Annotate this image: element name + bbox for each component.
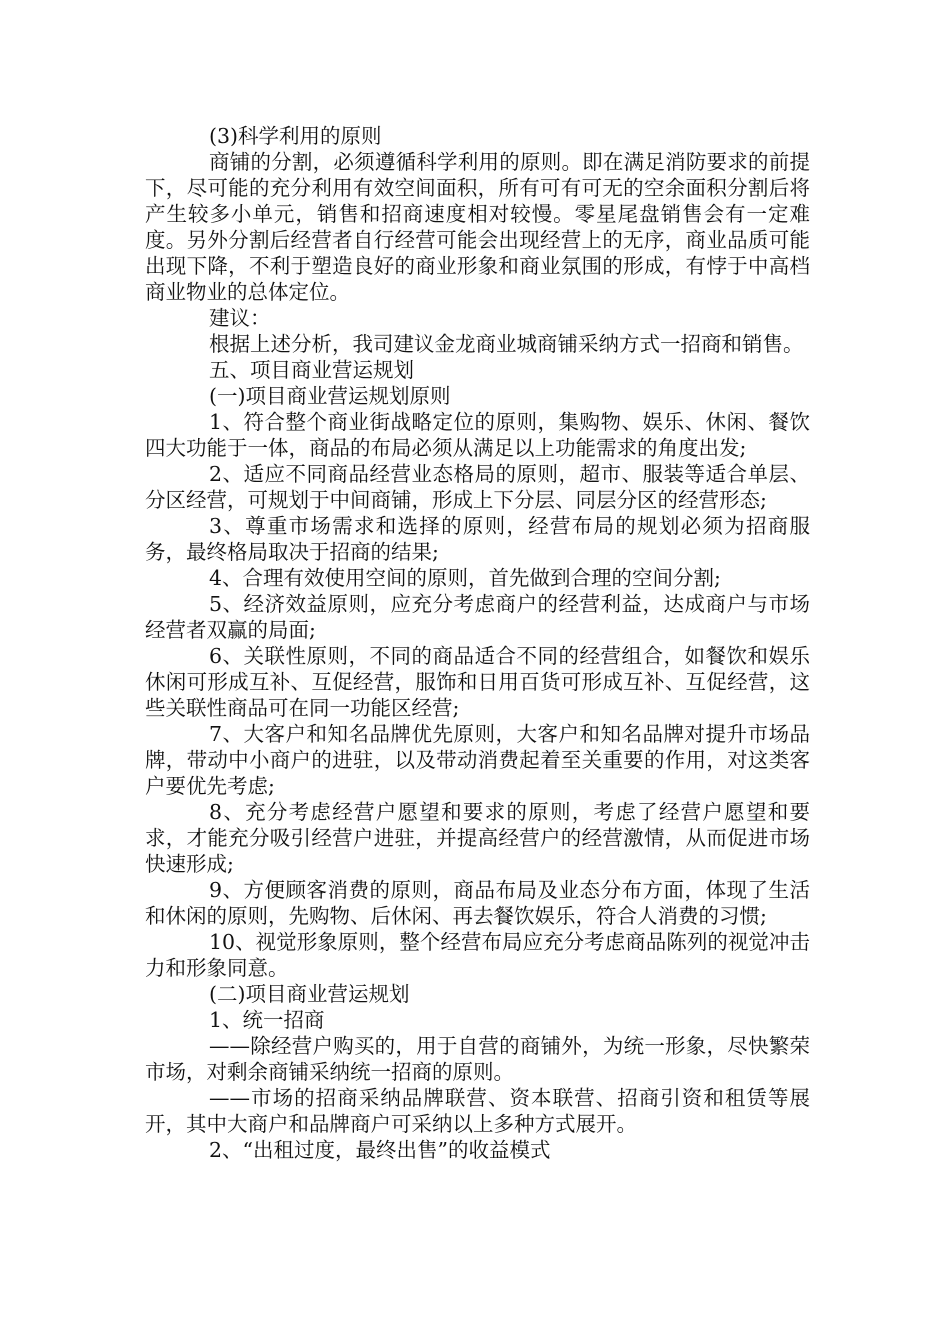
- paragraph: 商铺的分割，必须遵循科学利用的原则。即在满足消防要求的前提下，尽可能的充分利用有效空间面积，所有可有可无的空余面积分割后将产生较多小单元，销售和招商速度相对较慢。零星尾盘销售会有一定难度。另外分割后经营者自行经营可能会出现经营上的无序，商业品质可能出现下降，不利于塑造良好的商业形象和商业氛围的形成，有悖于中高档商业物业的总体定位。: [145, 150, 810, 304]
- paragraph: 6、关联性原则，不同的商品适合不同的经营组合，如餐饮和娱乐休闲可形成互补、互促经营，服饰和日用百货可形成互补、互促经营，这些关联性商品可在同一功能区经营;: [145, 644, 810, 720]
- paragraph: 2、“出租过度，最终出售”的收益模式: [209, 1138, 551, 1162]
- paragraph: 根据上述分析，我司建议金龙商业城商铺采纳方式一招商和销售。: [209, 332, 804, 356]
- paragraph: 1、符合整个商业街战略定位的原则，集购物、娱乐、休闲、餐饮四大功能于一体，商品的布局必须从满足以上功能需求的角度出发;: [145, 410, 810, 460]
- paragraph: 3、尊重市场需求和选择的原则，经营布局的规划必须为招商服务，最终格局取决于招商的结果;: [145, 514, 810, 564]
- paragraph: 1、统一招商: [209, 1008, 325, 1032]
- paragraph: 7、大客户和知名品牌优先原则，大客户和知名品牌对提升市场品牌，带动中小商户的进驻，以及带动消费起着至关重要的作用，对这类客户要优先考虑;: [145, 722, 810, 798]
- paragraph: 8、充分考虑经营户愿望和要求的原则，考虑了经营户愿望和要求，才能充分吸引经营户进驻，并提高经营户的经营激情，从而促进市场快速形成;: [145, 800, 810, 876]
- paragraph: 4、合理有效使用空间的原则，首先做到合理的空间分割;: [209, 566, 721, 590]
- paragraph: 10、视觉形象原则，整个经营布局应充分考虑商品陈列的视觉冲击力和形象同意。: [145, 930, 810, 980]
- paragraph: ——市场的招商采纳品牌联营、资本联营、招商引资和租赁等展开，其中大商户和品牌商户可采纳以上多种方式展开。: [145, 1086, 810, 1136]
- paragraph: 5、经济效益原则，应充分考虑商户的经营利益，达成商户与市场经营者双赢的局面;: [145, 592, 810, 642]
- document-body: [145, 123, 810, 1163]
- paragraph: 9、方便顾客消费的原则，商品布局及业态分布方面，体现了生活和休闲的原则，先购物、后休闲、再去餐饮娱乐，符合人消费的习惯;: [145, 878, 810, 928]
- paragraph: ——除经营户购买的，用于自营的商铺外，为统一形象，尽快繁荣市场，对剩余商铺采纳统一招商的原则。: [145, 1034, 810, 1084]
- paragraph: 五、项目商业营运规划: [209, 358, 414, 382]
- paragraph: (一)项目商业营运规划原则: [209, 384, 451, 408]
- paragraph: (3)科学利用的原则: [209, 124, 382, 148]
- paragraph: 建议：: [209, 306, 271, 330]
- paragraph: 2、适应不同商品经营业态格局的原则，超市、服装等适合单层、分区经营，可规划于中间商铺，形成上下分层、同层分区的经营形态;: [145, 462, 810, 512]
- paragraph: (二)项目商业营运规划: [209, 982, 410, 1006]
